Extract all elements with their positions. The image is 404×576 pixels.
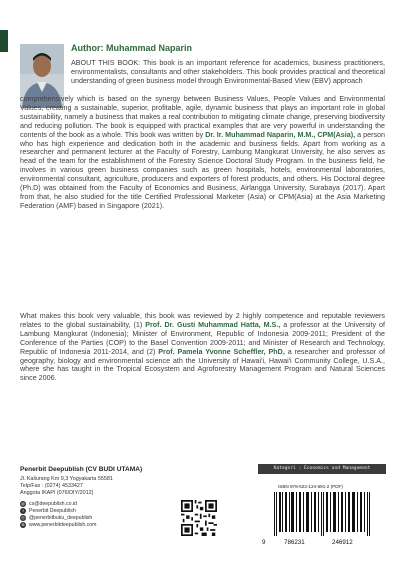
contact-facebook[interactable] (20, 508, 76, 514)
barcode-digits-right: 246912 (332, 539, 353, 546)
publisher-phone: Telp/Fax : (0274) 4533427 (20, 483, 83, 489)
publisher-membership: Anggota IKAPI (076/DIY/2012) (20, 490, 94, 496)
web-icon: ⊕ (21, 522, 25, 527)
contact-website-text: www.penerbitdeepublish.com (29, 522, 97, 528)
about-book-lead: ABOUT THIS BOOK: This book is an important reference for academics, business practitioners, environmentalists, consultants and other stakeholders. This book provides practical and theoretical understanding of green business model through Environmental-Based View (EBV) approach (71, 59, 385, 85)
contact-instagram[interactable] (20, 515, 92, 521)
facebook-icon: f (20, 508, 26, 514)
publisher-name: Penerbit Deepublish (CV BUDI UTAMA) (20, 466, 143, 473)
barcode-digits-left: 786231 (284, 539, 305, 546)
reviewers-text-a: What makes this book very valuable, this book was reviewed by 2 highly competence and reputable reviewers relates to the global sustainability, (1) (20, 312, 385, 329)
publisher-address: Jl. Kaliurang Km 9,3 Yogyakarta 55581 (20, 476, 113, 482)
contact-facebook-text: Penerbit Deepublish (29, 508, 76, 514)
category-label: Kategori : Economics and Management (258, 464, 386, 474)
instagram-icon: ◎ (21, 515, 25, 520)
reviewer-1-name: Prof. Dr. Gusti Muhammad Hatta, M.S., (145, 320, 281, 329)
contact-email-text: cs@deepublish.co.id (29, 501, 77, 507)
about-book-body (20, 95, 385, 211)
left-accent-bar (0, 30, 8, 52)
contact-website[interactable] (20, 522, 96, 528)
contact-instagram-text: @penerbitbuku_deepublish (29, 515, 93, 521)
about-text-1: comprehensively which is based on the synergy between Business Values, People Values and Environmental Values, creating a sustainable, superior, profitable, agile, dynamic business that plays an important role in global sustainability, namely a business that makes a real contribution to mitigating climate change, preserving biodiversity and reducing pollution. The book is equipped with practical examples that are very powerful in understanding the contents of the book as a whole. This book was written by (20, 95, 385, 139)
qr-code[interactable] (181, 500, 217, 536)
contact-email[interactable] (20, 501, 77, 507)
author-heading: Author: Muhammad Naparin (71, 43, 193, 53)
barcode-digit-prefix: 9 (262, 539, 266, 546)
email-icon: @ (20, 501, 26, 506)
about-text-2: a person who has high experience and dedication both in the academic and business fields. Apart from working as a researcher and permanent lecturer at the Faculty of Forestry, Lambung Mangkurat University, he also serves as head of the team for the establishment of the Forestry Science Doctoral Study Program. In the business field, he involves in various green business companies such as green hospitals, hotels, environmental laboratories, environmental consultant, agriculture, producers and exporters of forest products, and others. His Doctoral degree (Ph.D) was obtained from the Faculty of Economics and Business, Airlangga University, Surabaya (2017). Apart from that, he also studied for the title Certified Professional Marketer (Asia) or CPM(Asia) at the Asia Marketing Federation (AMF) based in Singapore (2021). (20, 130, 385, 210)
reviewers-text-c: a researcher and professor of geography, biology and environmental science ath the University of Hawai'i, Hawai'i Community College, U.S.A., where she has taught in the Tropical Ecosystem and Agroforestry Management Program and Natural Sciences since 2006. (20, 347, 385, 383)
reviewers-text-b: a professor at the University of Lambung Mangkurat (Indonesia); Minister of Environment, Republic of Indonesia 2009-2011; President of the Conference of the Parties (COP) to the Basel Convention 2009-2011; and Minister of Research and Technology, Republic of Indonesia 2011-2014, and (2) (20, 320, 385, 356)
author-full-name: Dr. Ir. Muhammad Naparin, M.M., CPM(Asia), (205, 130, 356, 139)
isbn-label: ISBN 978-623-124-691-2 (PDF) (278, 484, 343, 489)
barcode (268, 492, 378, 536)
reviewer-2-name: Prof. Pamela Yvonne Scheffler, PhD, (158, 347, 285, 356)
reviewers-paragraph (20, 312, 385, 383)
